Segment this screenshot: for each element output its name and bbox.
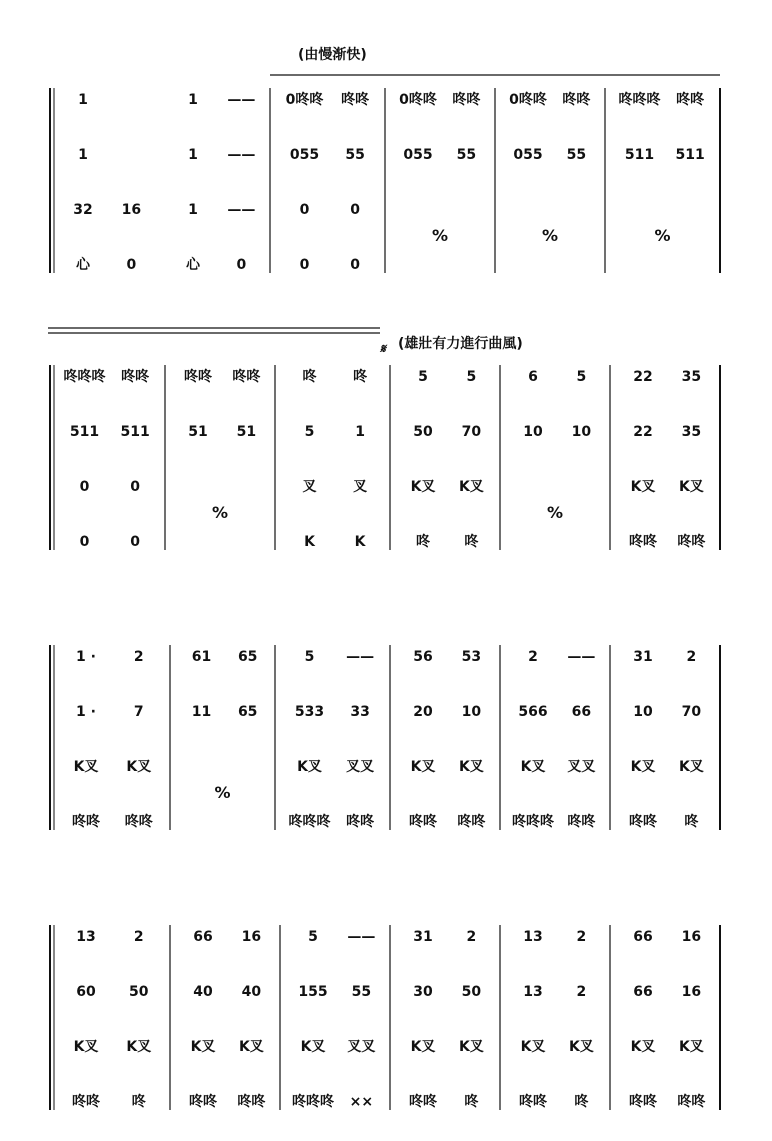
note-cell: 2 [133, 649, 144, 665]
note-cell: 1 [188, 147, 198, 163]
repeat-sign: % [214, 783, 231, 802]
note-cell: 心 [76, 257, 90, 273]
note-cell: 7 [133, 704, 144, 720]
note-cell: 0 [350, 202, 360, 218]
note-cell: 0 [79, 534, 90, 550]
note-cell: 咚咚 [629, 814, 657, 830]
note-cell: 5 [304, 649, 315, 665]
note-cell: 40 [241, 984, 262, 1000]
note-cell: K叉 [238, 1039, 264, 1055]
note-cell: K叉 [126, 1039, 152, 1055]
note-cell: 咚咚 [629, 1094, 657, 1110]
note-cell: —— [227, 202, 256, 218]
note-cell: —— [346, 649, 375, 665]
note-cell: K叉 [678, 1039, 704, 1055]
note-cell: 0咚咚 [285, 92, 324, 108]
note-cell: 咚咚 [562, 92, 591, 108]
note-cell: 10 [633, 704, 653, 720]
note-cell: 70 [461, 424, 482, 440]
note-cell: 咚咚 [567, 814, 596, 830]
note-cell: 50 [461, 984, 482, 1000]
note-cell: 5 [418, 369, 428, 385]
note-cell: 咚 [464, 534, 479, 550]
note-cell: 咚 [464, 1094, 479, 1110]
note-cell: 155 [298, 984, 328, 1000]
note-cell: 16 [681, 984, 702, 1000]
note-cell: 咚咚 [237, 1094, 266, 1110]
note-cell: 咚 [684, 814, 699, 830]
note-cell: 咚咚 [189, 1094, 217, 1110]
repeat-sign: % [654, 226, 671, 245]
note-cell: 511 [624, 147, 655, 163]
note-cell: 咚咚咚 [288, 814, 331, 830]
repeat-sign: % [211, 503, 229, 522]
repeat-sign: % [431, 226, 449, 245]
note-cell: 0 [130, 534, 140, 550]
segno-sign: 𝄋 [380, 342, 386, 357]
note-cell: 0 [236, 257, 247, 273]
note-cell: 咚咚 [72, 814, 100, 830]
note-cell: 1 [188, 202, 198, 218]
note-cell: 1 · [76, 704, 96, 720]
note-cell: 60 [76, 984, 96, 1000]
note-cell: 65 [237, 649, 258, 665]
repeat-sign: % [541, 226, 559, 245]
note-cell: 咚 [574, 1094, 589, 1110]
note-cell: K叉 [190, 1039, 216, 1055]
note-cell: 511 [69, 424, 100, 440]
note-cell: 50 [129, 984, 149, 1000]
note-cell: 16 [241, 929, 262, 945]
note-cell: 1 [188, 92, 198, 108]
note-cell: K [354, 534, 366, 550]
repeat-sign: % [546, 503, 564, 522]
note-cell: 66 [633, 984, 653, 1000]
note-cell: 055 [513, 147, 543, 163]
note-cell: 55 [456, 147, 477, 163]
note-cell: —— [227, 147, 256, 163]
note-cell: 咚咚 [629, 534, 657, 550]
note-cell: 35 [681, 424, 702, 440]
note-cell: K叉 [520, 759, 546, 775]
note-cell: K [304, 534, 315, 550]
note-cell: 61 [191, 649, 212, 665]
note-cell: K叉 [126, 759, 152, 775]
note-cell: K叉 [410, 479, 436, 495]
note-cell: 咚咚 [677, 534, 706, 550]
note-cell: 叉叉 [346, 759, 375, 775]
note-cell: K叉 [300, 1039, 326, 1055]
note-cell: 40 [193, 984, 213, 1000]
note-cell: K叉 [297, 759, 322, 775]
note-cell: 22 [633, 424, 653, 440]
note-cell: 咚咚 [409, 814, 437, 830]
note-cell: 叉 [353, 479, 368, 495]
note-cell: 咚咚 [346, 814, 375, 830]
note-cell: 咚咚 [184, 369, 212, 385]
note-cell: 0 [130, 479, 140, 495]
note-cell: 咚咚 [341, 92, 370, 108]
note-cell: 31 [633, 649, 653, 665]
note-cell: 55 [351, 984, 372, 1000]
note-cell: K叉 [410, 1039, 436, 1055]
note-cell: K叉 [630, 479, 656, 495]
note-cell: 511 [675, 147, 705, 163]
note-cell: K叉 [568, 1039, 594, 1055]
note-cell: 咚 [353, 369, 368, 385]
note-cell: 30 [413, 984, 433, 1000]
note-cell: K叉 [458, 1039, 484, 1055]
note-cell: 70 [681, 704, 702, 720]
note-cell: 5 [304, 424, 315, 440]
note-cell: 5 [466, 369, 477, 385]
note-cell: 2 [133, 929, 144, 945]
note-cell: 2 [686, 649, 697, 665]
note-cell: K叉 [73, 1039, 99, 1055]
note-cell: 5 [576, 369, 587, 385]
note-cell: 0咚咚 [399, 92, 437, 108]
note-cell: K叉 [458, 479, 484, 495]
note-cell: 33 [350, 704, 370, 720]
note-cell: 咚咚 [409, 1094, 437, 1110]
note-cell: 2 [528, 649, 538, 665]
note-cell: 咚咚 [677, 1094, 706, 1110]
note-cell: K叉 [630, 759, 656, 775]
note-cell: 0 [299, 202, 310, 218]
note-cell: 11 [191, 704, 212, 720]
note-cell: K叉 [410, 759, 436, 775]
note-cell: 51 [236, 424, 257, 440]
note-cell: 咚咚 [124, 814, 153, 830]
note-cell: 10 [523, 424, 543, 440]
note-cell: 0 [79, 479, 90, 495]
note-cell: 2 [466, 929, 477, 945]
note-cell: 55 [345, 147, 365, 163]
note-cell: 53 [461, 649, 482, 665]
note-cell: 511 [120, 424, 150, 440]
note-cell: K叉 [678, 759, 704, 775]
note-cell: 咚咚咚 [63, 369, 106, 385]
note-cell: 1 · [76, 649, 96, 665]
note-cell: 65 [237, 704, 258, 720]
note-cell: 叉叉 [347, 1039, 376, 1055]
note-cell: 31 [413, 929, 433, 945]
note-cell: 1 [78, 147, 88, 163]
note-cell: 66 [571, 704, 592, 720]
note-cell: 055 [403, 147, 433, 163]
note-cell: 心 [186, 257, 200, 273]
note-cell: 咚咚 [519, 1094, 547, 1110]
note-cell: —— [347, 929, 376, 945]
style-annotation: (雄壯有力進行曲風) [398, 336, 523, 352]
note-cell: 叉 [302, 479, 317, 495]
note-cell: 5 [308, 929, 318, 945]
note-cell: 1 [355, 424, 365, 440]
note-cell: 50 [413, 424, 433, 440]
note-cell: 13 [76, 929, 96, 945]
note-cell: 咚 [416, 534, 430, 550]
note-cell: 咚咚 [676, 92, 705, 108]
note-cell: 22 [633, 369, 653, 385]
note-cell: 0 [126, 257, 137, 273]
note-cell: —— [227, 92, 256, 108]
note-cell: 35 [681, 369, 702, 385]
tempo-annotation: (由慢渐快) [298, 47, 367, 63]
note-cell: 16 [681, 929, 702, 945]
note-cell: 2 [576, 984, 587, 1000]
note-cell: 咚 [302, 369, 317, 385]
note-cell: 66 [193, 929, 213, 945]
note-cell: 2 [576, 929, 587, 945]
note-cell: 咚咚 [452, 92, 481, 108]
note-cell: 51 [188, 424, 208, 440]
note-cell: 咚咚咚 [292, 1094, 334, 1110]
note-cell: 咚咚 [232, 369, 261, 385]
note-cell: 咚咚 [72, 1094, 100, 1110]
note-cell: K叉 [458, 759, 484, 775]
note-cell: 0 [350, 257, 360, 273]
note-cell: 13 [523, 929, 543, 945]
note-cell: ×× [349, 1094, 374, 1110]
note-cell: K叉 [678, 479, 704, 495]
note-cell: 叉叉 [567, 759, 596, 775]
note-cell: K叉 [73, 759, 99, 775]
note-cell: 咚 [131, 1094, 146, 1110]
note-cell: 56 [413, 649, 433, 665]
note-cell: 咚咚 [121, 369, 150, 385]
note-cell: 13 [523, 984, 543, 1000]
note-cell: 咚咚咚 [512, 814, 554, 830]
note-cell: 6 [528, 369, 538, 385]
note-cell: 55 [566, 147, 587, 163]
note-cell: —— [567, 649, 596, 665]
note-cell: 566 [518, 704, 548, 720]
note-cell: 66 [633, 929, 653, 945]
note-cell: 055 [289, 147, 320, 163]
note-cell: 533 [294, 704, 325, 720]
note-cell: 10 [461, 704, 482, 720]
note-cell: 0 [299, 257, 310, 273]
note-cell: 10 [571, 424, 592, 440]
note-cell: 咚咚 [457, 814, 486, 830]
note-cell: K叉 [630, 1039, 656, 1055]
note-cell: 0咚咚 [509, 92, 547, 108]
note-cell: 20 [413, 704, 433, 720]
note-cell: 1 [78, 92, 88, 108]
note-cell: 16 [121, 202, 142, 218]
note-cell: 咚咚咚 [618, 92, 661, 108]
note-cell: 32 [73, 202, 93, 218]
note-cell: K叉 [520, 1039, 546, 1055]
